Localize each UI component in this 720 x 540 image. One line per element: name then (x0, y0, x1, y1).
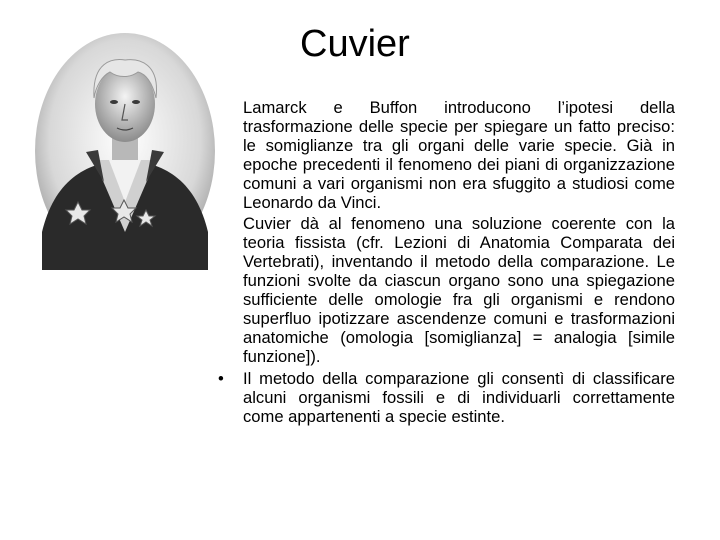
slide-title: Cuvier (300, 23, 410, 65)
bullet-marker: • (218, 368, 224, 388)
bullet-item (243, 99, 675, 212)
bullet-text: Il metodo della comparazione gli consentì di classificare alcuni organismi fossili e di individuarli correttamente come appartenenti a specie estinte. (243, 368, 675, 426)
bullet-text: Lamarck e Buffon introducono l’ipotesi della trasformazione delle specie per spiegare un fatto preciso: le somiglianze tra gli organi delle varie specie. Già in epoche precedenti il fenomeno dei piani di organizzazione comuni a vari organismi non era sfuggito a studiosi come Leonardo da Vinci. (243, 98, 675, 212)
bullet-item (218, 368, 675, 427)
bullet-text: Cuvier dà al fenomeno una soluzione coerente con la teoria fissista (cfr. Lezioni di Anatomia Comparata dei Vertebrati), inventando il metodo della comparazione. Le funzioni svolte da ciascun organo sono una spiegazione sufficiente delle omologie fra gli organismi e rendono superfluo ipotizzare ascendenze comuni e trasformazioni anatomiche (omologia [somiglianza] = analogia [simile funzione]). (243, 214, 675, 366)
portrait-image (34, 32, 216, 270)
bullet-item (243, 215, 675, 366)
bullet-list (218, 98, 675, 429)
